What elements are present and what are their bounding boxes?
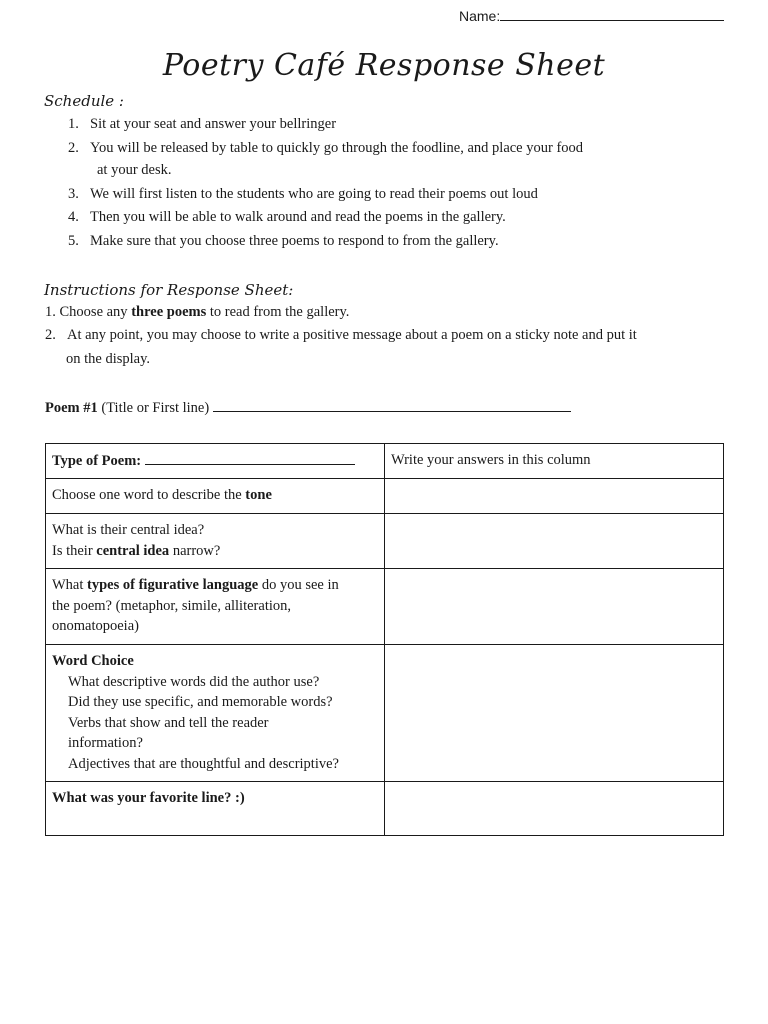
- list-number: 3.: [68, 186, 79, 202]
- list-text: We will first listen to the students who are going to read their poems out loud: [90, 186, 538, 202]
- answer-cell[interactable]: [385, 569, 724, 645]
- answer-column-header: Write your answers in this column: [385, 444, 724, 479]
- question-bold: types of figurative language: [87, 577, 259, 593]
- instruction-item: [45, 327, 637, 344]
- schedule-item: [68, 186, 538, 203]
- question-text: Verbs that show and tell the reader: [68, 714, 269, 731]
- response-table: [45, 443, 724, 836]
- question-text: Choose one word to describe the: [52, 487, 246, 503]
- list-number: 1.: [68, 116, 79, 132]
- question-text: What is their central idea?: [52, 522, 205, 538]
- question-bold: tone: [245, 487, 272, 503]
- question-text: do you see in: [258, 577, 339, 593]
- question-text: What: [52, 577, 88, 593]
- poem-title-field[interactable]: [45, 397, 571, 417]
- table-row: [46, 479, 724, 514]
- answer-cell[interactable]: [385, 782, 724, 836]
- list-text: Then you will be able to walk around and read the poems in the gallery.: [90, 209, 506, 225]
- question-text: What descriptive words did the author use?: [68, 673, 320, 690]
- question-text: the poem? (metaphor, simile, alliteration,: [52, 597, 291, 614]
- schedule-item: [68, 116, 336, 133]
- table-row: [46, 569, 724, 645]
- poem-hint: (Title or First line): [101, 400, 210, 416]
- question-text: Adjectives that are thoughtful and descriptive?: [68, 755, 339, 772]
- name-blank[interactable]: [500, 6, 724, 21]
- word-choice-heading: Word Choice: [52, 653, 134, 669]
- table-row: [46, 444, 724, 479]
- table-row: [46, 514, 724, 569]
- poem-type-blank[interactable]: [145, 450, 355, 465]
- list-text: Make sure that you choose three poems to respond to from the gallery.: [90, 233, 499, 249]
- poem-title-blank[interactable]: [213, 397, 571, 412]
- name-field[interactable]: [459, 6, 724, 24]
- table-row: [46, 782, 724, 836]
- instructions-heading: Instructions for Response Sheet:: [44, 281, 294, 299]
- poem-type-label: Type of Poem:: [52, 453, 142, 469]
- question-line: [52, 575, 378, 596]
- question-text: information?: [68, 735, 143, 751]
- list-text: to read from the gallery.: [206, 304, 350, 320]
- list-text-continued: on the display.: [66, 351, 151, 367]
- list-number: 1.: [45, 304, 56, 320]
- schedule-heading: Schedule :: [44, 92, 124, 110]
- question-text: Did they use specific, and memorable words?: [68, 694, 333, 710]
- question-cell: [46, 569, 385, 645]
- list-text: Choose any: [59, 304, 132, 320]
- table-row: [46, 645, 724, 782]
- instruction-item: [45, 304, 349, 321]
- poem-type-cell: [46, 444, 385, 479]
- answer-cell[interactable]: [385, 645, 724, 782]
- question-line: [52, 541, 378, 562]
- list-text: At any point, you may choose to write a positive message about a poem on a sticky note and put it: [67, 327, 637, 343]
- answer-cell[interactable]: [385, 514, 724, 569]
- schedule-item: [68, 233, 499, 250]
- question-text: Is their: [52, 542, 97, 559]
- list-number: 4.: [68, 209, 79, 225]
- list-number: 5.: [68, 233, 79, 249]
- question-cell: [46, 514, 385, 569]
- question-text: onomatopoeia): [52, 618, 139, 634]
- question-cell: [46, 782, 385, 836]
- schedule-item: [68, 140, 583, 157]
- poem-number-label: Poem #1: [45, 400, 98, 416]
- name-label: Name:: [459, 8, 501, 24]
- question-text: narrow?: [169, 542, 221, 559]
- question-cell: [46, 479, 385, 514]
- schedule-item: [68, 209, 506, 226]
- list-text: You will be released by table to quickly go through the foodline, and place your food: [90, 140, 584, 156]
- page-title: Poetry Café Response Sheet: [162, 48, 606, 83]
- list-number: 2.: [68, 140, 79, 156]
- answer-cell[interactable]: [385, 479, 724, 514]
- question-bold: central idea: [96, 542, 170, 559]
- list-text-continued: at your desk.: [97, 162, 172, 178]
- list-text: Sit at your seat and answer your bellringer: [90, 116, 337, 132]
- list-number: 2.: [45, 327, 56, 343]
- list-text-bold: three poems: [131, 304, 207, 320]
- question-bold: What was your favorite line? :): [52, 790, 245, 806]
- question-cell: [46, 645, 385, 782]
